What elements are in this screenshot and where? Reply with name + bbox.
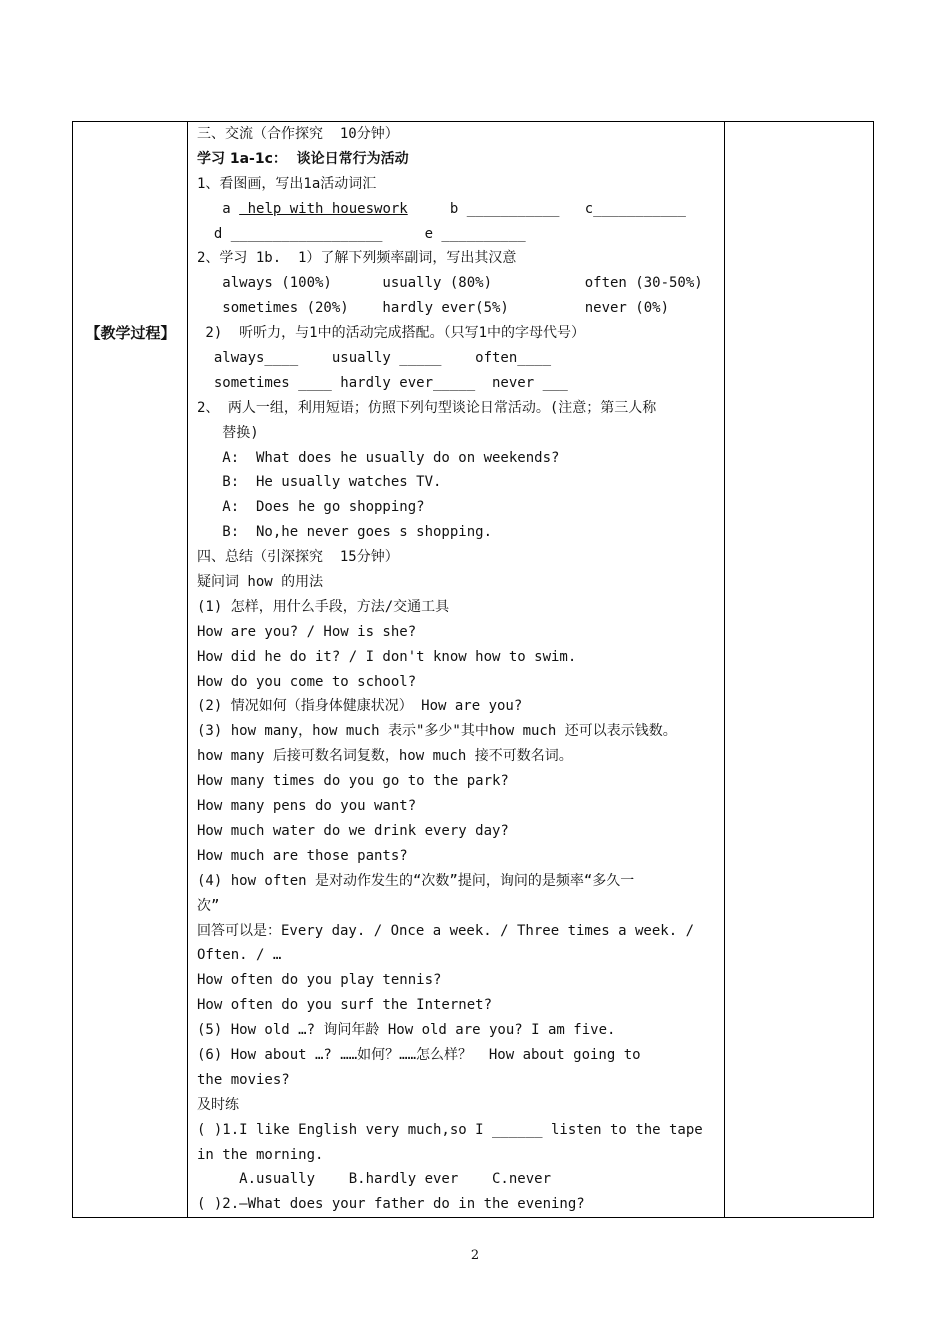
text-line: (2) 情况如何（指身体健康状况） How are you? <box>197 698 523 715</box>
text-line: How many pens do you want? <box>197 798 417 815</box>
section-label: 【教学过程】 <box>85 324 176 342</box>
text-line: 次” <box>197 897 220 914</box>
text-line: 及时练 <box>197 1096 239 1113</box>
text-line: How much are those pants? <box>197 847 408 864</box>
text-line: 回答可以是：Every day. / Once a week. / Three times a week. / <box>197 922 695 939</box>
text-line: 学习 1a-1c： 谈论日常行为活动 <box>197 150 409 167</box>
text-line: 2) 听听力，与1中的活动完成搭配。（只写1中的字母代号） <box>197 325 585 342</box>
lesson-table <box>72 121 874 1218</box>
text-line: (4) how often 是对动作发生的“次数”提问，询问的是频率“多久一 <box>197 872 635 889</box>
text-line: (6) How about …? ……如何？……怎么样？ How about going to <box>197 1046 641 1063</box>
text-line: (1) 怎样，用什么手段，方法/交通工具 <box>197 598 450 615</box>
text-line: How much water do we drink every day? <box>197 822 509 839</box>
text-line: how many 后接可数名词复数，how much 接不可数名词。 <box>197 748 573 765</box>
text-line: 疑问词 how 的用法 <box>197 574 324 591</box>
text-line: How do you come to school? <box>197 673 417 690</box>
text-line: ( )1.I like English very much,so I ______ listen to the tape <box>197 1121 703 1138</box>
text-line <box>197 197 719 222</box>
text-line: How many times do you go to the park? <box>197 773 509 790</box>
notes-column <box>724 122 873 1217</box>
text-line: ( )2.—What does your father do in the evening? <box>197 1196 585 1213</box>
label-column <box>73 122 188 1217</box>
text-line: How often do you surf the Internet? <box>197 997 493 1014</box>
text-line: 2、 两人一组，利用短语；仿照下列句型谈论日常活动。(注意；第三人称 <box>197 399 657 416</box>
text-line: (5) How old …? 询问年龄 How old are you? I am five. <box>197 1022 616 1039</box>
text-line: A.usually B.hardly ever C.never <box>197 1171 552 1188</box>
text-line: How often do you play tennis? <box>197 972 442 989</box>
text-line: 三、交流（合作探究 10分钟） <box>197 126 399 142</box>
text-line: d __________________ e __________ <box>197 225 526 242</box>
text-line: 替换) <box>197 424 259 441</box>
text-line: A: Does he go shopping? <box>197 499 425 516</box>
text-line: always (100%) usually (80%) often (30-50%) <box>197 275 703 292</box>
line-suffix: b ___________ c___________ <box>407 200 686 217</box>
text-line: B: He usually watches TV. <box>197 474 442 491</box>
text-line: How are you? / How is she? <box>197 623 417 640</box>
text-line: Often. / … <box>197 947 282 964</box>
text-line: A: What does he usually do on weekends? <box>197 449 560 466</box>
page-number: 2 <box>470 1248 480 1263</box>
text-line: How did he do it? / I don't know how to swim. <box>197 648 577 665</box>
text-line: B: No,he never goes s shopping. <box>197 524 493 541</box>
text-line: sometimes (20%) hardly ever(5%) never (0%) <box>197 300 670 317</box>
text-line: the movies? <box>197 1071 290 1088</box>
text-line: 2、学习 1b. 1）了解下列频率副词，写出其汉意 <box>197 250 517 267</box>
text-line: 四、总结（引深探究 15分钟） <box>197 549 399 566</box>
text-line: always____ usually _____ often____ <box>197 350 552 367</box>
filled-answer: help with houeswork <box>239 200 408 217</box>
content-column <box>197 122 719 1217</box>
text-line: in the morning. <box>197 1146 324 1163</box>
text-line: (3) how many，how much 表示"多少"其中how much 还可以表示钱数。 <box>197 723 677 740</box>
text-line: sometimes ____ hardly ever_____ never ___ <box>197 374 568 391</box>
line-prefix: a <box>197 200 240 217</box>
text-line: 1、看图画，写出1a活动词汇 <box>197 175 377 192</box>
